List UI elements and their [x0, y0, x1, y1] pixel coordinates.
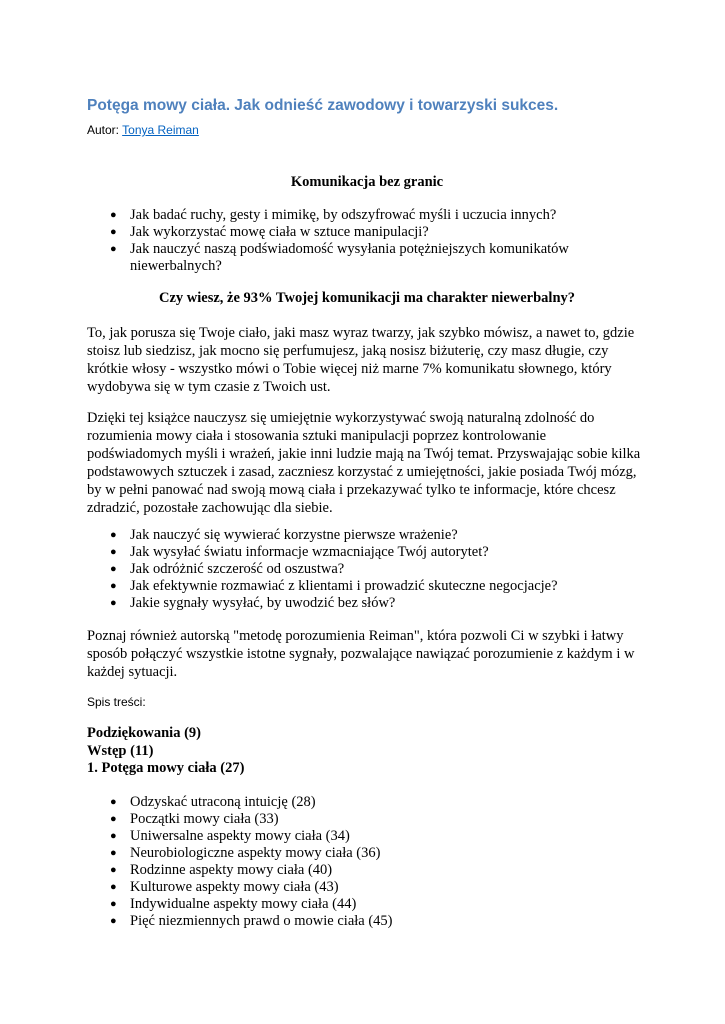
bullet-icon: ●: [110, 243, 117, 255]
toc-item-text: Indywidualne aspekty mowy ciała (44): [130, 896, 357, 912]
toc-item: [87, 913, 642, 930]
toc-item-text: Odzyskać utraconą intuicję (28): [130, 794, 316, 810]
toc-item: [87, 794, 642, 811]
toc-item-text: Pięć niezmiennych prawd o mowie ciała (45): [130, 913, 393, 929]
author-line: [87, 123, 199, 137]
author-prefix: Autor:: [87, 123, 123, 137]
list-item-text: Jakie sygnały wysyłać, by uwodzić bez słów?: [130, 595, 396, 611]
toc-item: [87, 845, 642, 862]
toc-item-text: Kulturowe aspekty mowy ciała (43): [130, 879, 339, 895]
toc-chapters: [87, 725, 244, 778]
bullet-icon: ●: [110, 915, 117, 927]
bullet-list-1: [87, 207, 642, 275]
toc-item: [87, 828, 642, 845]
toc-item-text: Rodzinne aspekty mowy ciała (40): [130, 862, 333, 878]
toc-item: [87, 811, 642, 828]
bullet-icon: ●: [110, 813, 117, 825]
bullet-icon: ●: [110, 796, 117, 808]
bullet-icon: ●: [110, 898, 117, 910]
bullet-icon: ●: [110, 881, 117, 893]
list-item-text: Jak nauczyć naszą podświadomość wysyłania potężniejszych komunikatów niewerbalnych?: [130, 241, 569, 274]
bullet-icon: ●: [110, 226, 117, 238]
toc-item: [87, 862, 642, 879]
paragraph-2: Dzięki tej książce nauczysz się umiejętnie wykorzystywać swoją naturalną zdolność do rozumienia mowy ciała i stosowania sztuki manipulacji poprzez kontrolowanie podświadomych myśli i wrażeń, jakie inni ludzie mają na Twój temat. Przyswajając sobie kilka podstawowych sztuczek i zasad, zaczniesz korzystać z umiejętności, jakie posiada Twój mózg, by w pełni panować nad swoją mową ciała i przekazywać tylko te informacje, które chcesz zdradzić, pozostałe zachowując dla siebie.: [87, 410, 641, 516]
bullet-icon: ●: [110, 830, 117, 842]
toc-chapter: Podziękowania (9): [87, 725, 201, 741]
list-item-text: Jak badać ruchy, gesty i mimikę, by odszyfrować myśli i uczucia innych?: [130, 207, 557, 223]
list-item-text: Jak efektywnie rozmawiać z klientami i prowadzić skuteczne negocjacje?: [130, 578, 558, 594]
bullet-icon: ●: [110, 563, 117, 575]
document-title: Potęga mowy ciała. Jak odnieść zawodowy i towarzyski sukces.: [87, 97, 559, 114]
list-item: [87, 561, 642, 578]
bullet-icon: ●: [110, 847, 117, 859]
author-link[interactable]: Tonya Reiman: [122, 123, 199, 137]
list-item: [87, 527, 642, 544]
toc-item-text: Uniwersalne aspekty mowy ciała (34): [130, 828, 350, 844]
toc-chapter: Wstęp (11): [87, 742, 154, 759]
bullet-icon: ●: [110, 580, 117, 592]
paragraph-3: Poznaj również autorską "metodę porozumienia Reiman", która pozwoli Ci w szybki i łatwy sposób połączyć wszystkie istotne sygnały, pozwalające nawiązać porozumienie z każdym i w każdej sytuacji.: [87, 628, 635, 680]
bullet-icon: ●: [110, 597, 117, 609]
list-item: [87, 241, 642, 275]
bullet-icon: ●: [110, 209, 117, 221]
paragraph-1: To, jak porusza się Twoje ciało, jaki masz wyraz twarzy, jak szybko mówisz, a nawet to, gdzie stoisz lub siedzisz, jak mocno się perfumujesz, jaką nosisz biżuterię, czy masz długie, czy krótkie włosy - wszystko mówi o Tobie więcej niż marne 7% komunikatu słownego, który wydobywa się w tym czasie z Twoich ust.: [87, 325, 635, 395]
list-item: [87, 595, 642, 612]
toc-list: [87, 794, 642, 930]
list-item-text: Jak wysyłać światu informacje wzmacniające Twój autorytet?: [130, 544, 489, 560]
toc-label: Spis treści:: [87, 695, 146, 709]
list-item-text: Jak nauczyć się wywierać korzystne pierwsze wrażenie?: [130, 527, 458, 543]
list-item: [87, 207, 642, 224]
toc-item: [87, 879, 642, 896]
list-item-text: Jak odróżnić szczerość od oszustwa?: [130, 561, 345, 577]
bullet-list-2: [87, 527, 642, 612]
toc-item-text: Początki mowy ciała (33): [130, 811, 279, 827]
toc-item-text: Neurobiologiczne aspekty mowy ciała (36): [130, 845, 381, 861]
list-item: [87, 544, 642, 561]
section-heading-2: Czy wiesz, że 93% Twojej komunikacji ma charakter niewerbalny?: [158, 290, 576, 306]
section-heading-1: Komunikacja bez granic: [290, 174, 444, 190]
bullet-icon: ●: [110, 529, 117, 541]
list-item-text: Jak wykorzystać mowę ciała w sztuce manipulacji?: [130, 224, 429, 240]
bullet-icon: ●: [110, 864, 117, 876]
toc-item: [87, 896, 642, 913]
list-item: [87, 578, 642, 595]
bullet-icon: ●: [110, 546, 117, 558]
list-item: [87, 224, 642, 241]
toc-chapter: 1. Potęga mowy ciała (27): [87, 760, 245, 776]
